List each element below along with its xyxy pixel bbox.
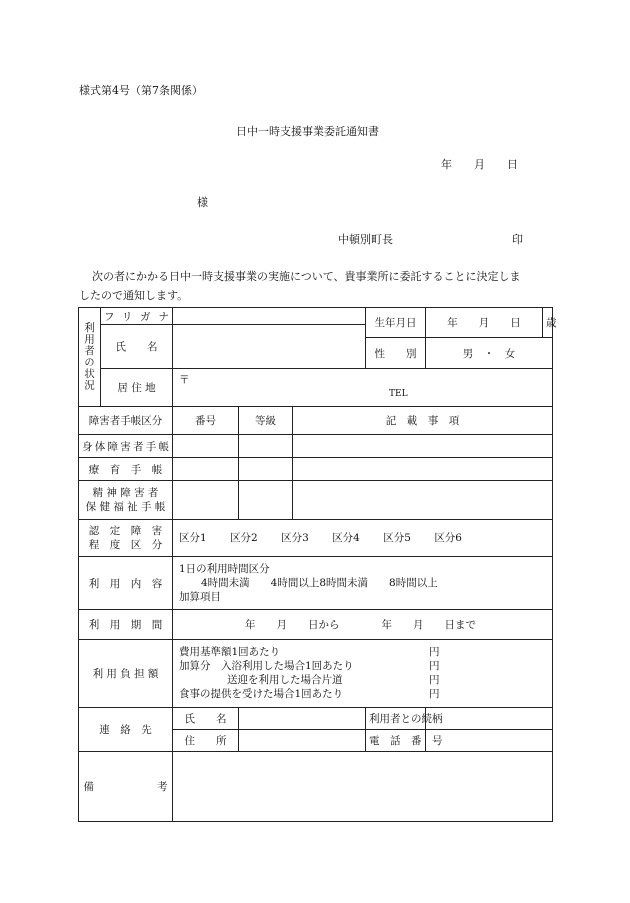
address-field[interactable] [173,369,553,406]
burden-transport: 送迎を利用した場合片道 [227,674,343,687]
physical-number-field[interactable] [173,434,239,457]
mental-number-field[interactable] [173,481,239,519]
issuer: 中頓別町長 [338,233,393,246]
issue-date: 年 月 日 [441,158,518,171]
usage-content-field[interactable] [173,556,553,609]
time-category-label: 1日の利用時間区分 [179,563,270,576]
cert-option-5[interactable]: 区分5 [383,532,411,545]
ryoiku-handbook-label: 療 育 手 帳 [79,458,173,481]
furigana-field[interactable] [173,308,366,325]
additional-items-label: 加算項目 [179,591,221,604]
gender-label: 性 別 [366,338,426,369]
gender-field[interactable]: 男 ・ 女 [426,338,553,369]
contact-address-label: 住 所 [173,730,239,752]
contact-name-field[interactable] [239,708,366,730]
usage-period-label: 利 用 期 間 [79,610,173,639]
name-field[interactable] [173,325,366,369]
yen-1: 円 [429,645,440,658]
mental-handbook-label: 精 神 障 害 者 保 健 福 祉 手 帳 [79,481,173,519]
notification-form-table [78,307,557,822]
certification-level-label: 認 定 障 害 程 度 区 分 [79,519,173,556]
burden-bath: 加算分 入浴利用した場合1回あたり [179,660,354,673]
burden-meal: 食事の提供を受けた場合1回あたり [179,688,344,701]
document-title: 日中一時支援事業委託通知書 [236,125,379,138]
cert-option-3[interactable]: 区分3 [281,532,309,545]
remarks-label: 備 考 [79,752,173,822]
usage-content-label: 利 用 内 容 [79,556,173,609]
name-label: 氏 名 [101,325,173,369]
handbook-category-label: 障害者手帳区分 [79,406,173,434]
burden-amount-label: 利 用 負 担 額 [79,639,173,708]
addressee-suffix: 様 [197,196,208,209]
burden-amount-field[interactable] [173,639,553,708]
cert-option-6[interactable]: 区分6 [434,532,462,545]
birth-field[interactable]: 年 月 日 [426,308,543,338]
body-text-line1: 次の者にかかる日中一時支援事業の実施について、貴事業所に委託することに決定しま [92,270,521,283]
burden-base: 費用基準額1回あたり [179,646,281,659]
address-label: 居 住 地 [101,369,173,406]
body-text-line2: したので通知します。 [79,289,189,302]
physical-handbook-label: 身体障害者手帳 [79,434,173,457]
tel-label: TEL [389,389,408,400]
phone-field[interactable] [426,730,553,752]
grade-header: 等級 [239,406,293,434]
time-category-options[interactable]: 4時間未満 4時間以上8時間未満 8時間以上 [201,577,438,590]
cert-option-1[interactable]: 区分1 [179,532,207,545]
seal-mark: 印 [512,233,523,246]
mental-grade-field[interactable] [239,481,293,519]
ryoiku-grade-field[interactable] [239,458,293,481]
mental-notes-field[interactable] [293,481,553,519]
user-status-label: 利用者の状況 [79,308,101,407]
physical-notes-field[interactable] [293,434,553,457]
postal-mark: 〒 [179,374,190,387]
contact-name-label: 氏 名 [173,708,239,730]
form-number: 様式第4号（第7条関係） [79,84,203,97]
number-header: 番号 [173,406,239,434]
ryoiku-notes-field[interactable] [293,458,553,481]
yen-2: 円 [429,659,440,672]
contact-address-field[interactable] [239,730,366,752]
contact-label: 連 絡 先 [79,708,173,752]
relation-label: 利用者との続柄 [366,708,426,730]
age-field[interactable]: 歳 [543,308,553,338]
ryoiku-number-field[interactable] [173,458,239,481]
cert-option-4[interactable]: 区分4 [332,532,360,545]
notes-header: 記 載 事 項 [293,406,553,434]
certification-options[interactable] [173,519,553,556]
relation-field[interactable] [426,708,553,730]
birth-label: 生年月日 [366,308,426,338]
physical-grade-field[interactable] [239,434,293,457]
phone-label: 電 話 番 号 [366,730,426,752]
usage-period-field[interactable]: 年 月 日から 年 月 日まで [173,610,553,639]
remarks-field[interactable] [173,752,553,822]
yen-4: 円 [429,687,440,700]
yen-3: 円 [429,673,440,686]
cert-option-2[interactable]: 区分2 [230,532,258,545]
furigana-label: フリガナ [101,308,173,325]
